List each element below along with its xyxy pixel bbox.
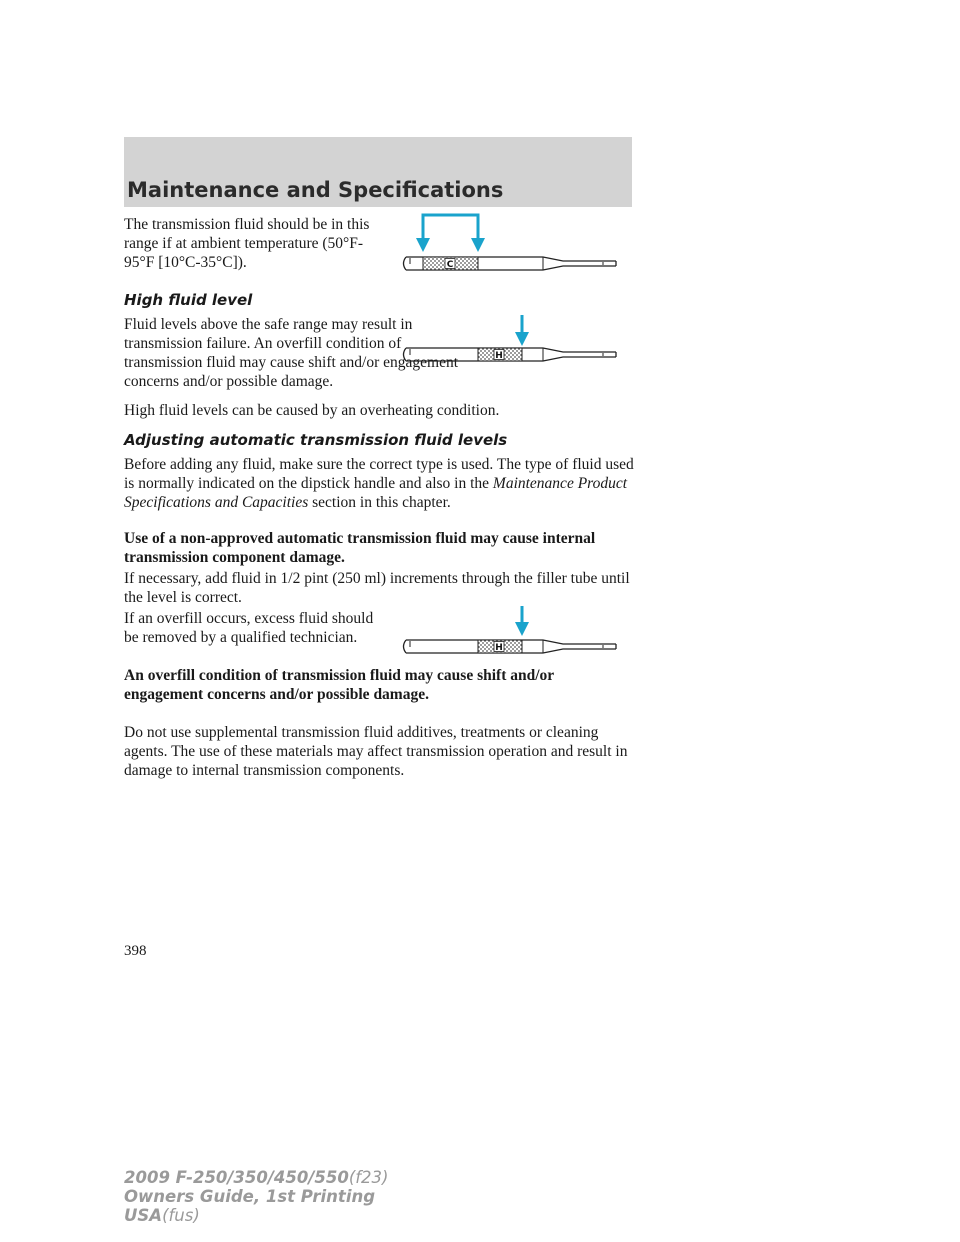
- high-fluid-heading: High fluid level: [124, 291, 253, 309]
- cross-reference: Maintenance Product Specifications and Capacities: [124, 475, 628, 511]
- dipstick-cold-figure: [398, 212, 630, 274]
- overfill-paragraph: If an overfill occurs, excess fluid should be removed by a qualified technician.: [124, 610, 374, 646]
- arrow-down-icon: [515, 622, 529, 636]
- arrow-down-icon: [471, 238, 485, 252]
- footer-imprint: 2009 F-250/350/450/550(f23) Owners Guide, 1st Printing USA(fus): [124, 1168, 389, 1225]
- svg-text:C: C: [446, 260, 454, 270]
- adjusting-heading: Adjusting automatic transmission fluid levels: [124, 431, 508, 449]
- page-title: Maintenance and Specifications: [127, 178, 504, 202]
- arrow-down-icon: [416, 238, 430, 252]
- dipstick-hot-figure: [398, 312, 630, 368]
- page-number: 398: [124, 943, 147, 959]
- svg-text:H: H: [495, 643, 503, 653]
- warning-non-approved-fluid: Use of a non-approved automatic transmission fluid may cause internal transmission component damage.: [124, 530, 596, 566]
- svg-text:H: H: [495, 351, 503, 361]
- add-fluid-paragraph: If necessary, add fluid in 1/2 pint (250 ml) increments through the filler tube until the level is correct.: [124, 570, 630, 606]
- range-paragraph: The transmission fluid should be in this range if at ambient temperature (50°F-95°F [10°C-35°C]).: [124, 216, 370, 271]
- dipstick-overfill-figure: [398, 602, 630, 662]
- overheat-paragraph: High fluid levels can be caused by an overheating condition.: [124, 402, 500, 419]
- arrow-down-icon: [515, 332, 529, 346]
- high-fluid-paragraph: Fluid levels above the safe range may result in transmission failure. An overfill condition of transmission fluid may cause shift and/or engagement concerns and/or possible damage.: [124, 316, 459, 390]
- additives-paragraph: Do not use supplemental transmission fluid additives, treatments or cleaning agents. The use of these materials may affect transmission operation and result in damage to internal transmission components.: [124, 724, 628, 779]
- warning-overfill: An overfill condition of transmission fluid may cause shift and/or engagement concerns and/or possible damage.: [124, 667, 554, 703]
- adjusting-paragraph: Before adding any fluid, make sure the correct type is used. The type of fluid used is normally indicated on the dipstick handle and also in the Maintenance Product Specifications and Capacities section in this chapter.: [124, 456, 634, 511]
